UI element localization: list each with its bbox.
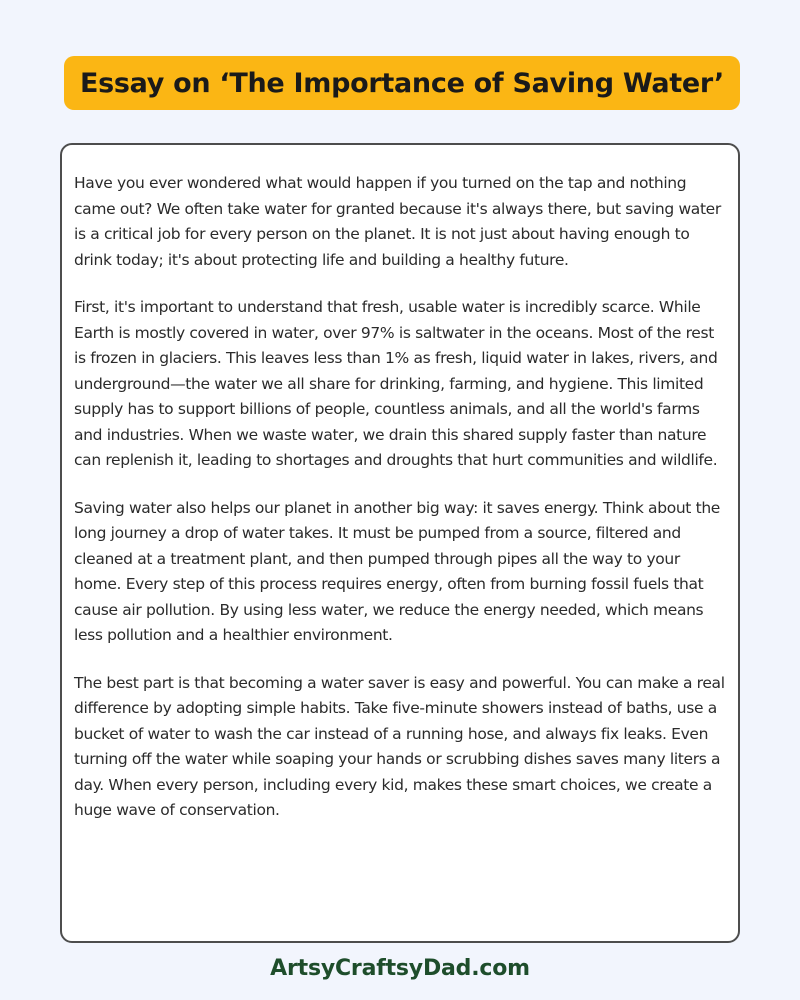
essay-paragraph-1: Have you ever wondered what would happen if you turned on the tap and nothing came out? We often take water for granted because it's always there, but saving water is a critical job for every person on the planet. It is not just about having enough to drink today; it's about protecting life and building a healthy future. [74, 174, 721, 269]
title-badge [64, 56, 740, 110]
essay-card [60, 143, 740, 943]
essay-paragraph-2: First, it's important to understand that fresh, usable water is incredibly scarce. While Earth is mostly covered in water, over 97% is saltwater in the oceans. Most of the rest is frozen in glaciers. This leaves less than 1% as fresh, liquid water in lakes, rivers, and underground—the water we all share for drinking, farming, and hygiene. This limited supply has to support billions of people, countless animals, and all the world's farms and industries. When we waste water, we drain this shared supply faster than nature can replenish it, leading to shortages and droughts that hurt communities and wildlife. [74, 298, 718, 469]
footer-brand: ArtsyCraftsyDad.com [270, 956, 530, 981]
essay-paragraph-4: The best part is that becoming a water saver is easy and powerful. You can make a real difference by adopting simple habits. Take five-minute showers instead of baths, use a bucket of water to wash the car instead of a running hose, and always fix leaks. Even turning off the water while soaping your hands or scrubbing dishes saves many liters a day. When every person, including every kid, makes these smart choices, we create a huge wave of conservation. [74, 673, 725, 819]
essay-paragraph-3: Saving water also helps our planet in another big way: it saves energy. Think about the long journey a drop of water takes. It must be pumped from a source, filtered and cleaned at a treatment plant, and then pumped through pipes all the way to your home. Every step of this process requires energy, often from burning fossil fuels that cause air pollution. By using less water, we reduce the energy needed, which means less pollution and a healthier environment. [74, 498, 720, 644]
page-title: Essay on ‘The Importance of Saving Water’ [79, 67, 725, 99]
